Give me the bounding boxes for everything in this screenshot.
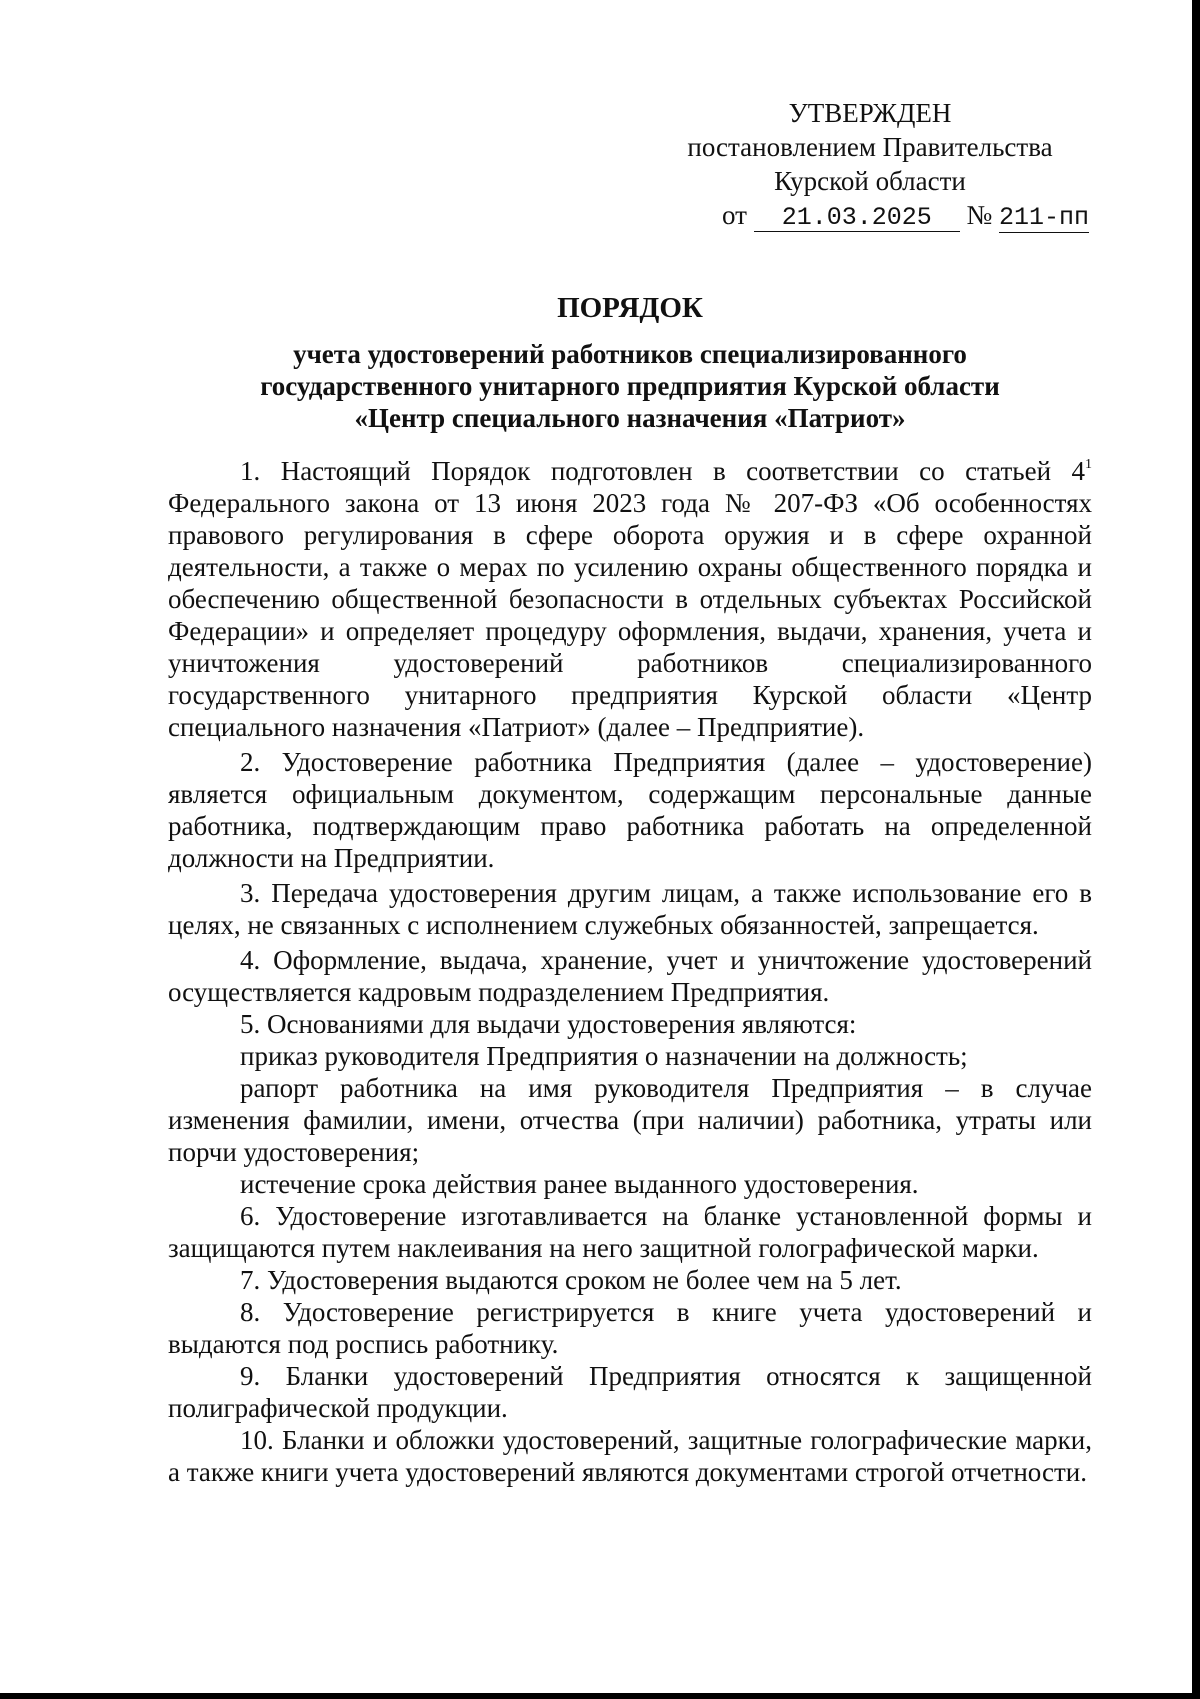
- approval-authority: постановлением Правительства: [687, 132, 1053, 162]
- paragraph-5-item-b: рапорт работника на имя руководителя Предприятия – в случае изменения фамилии, имени, отчества (при наличии) работника, утраты или порчи удостоверения;: [168, 1073, 1092, 1167]
- document-subtitle-line-2: государственного унитарного предприятия Курской области: [260, 371, 1000, 401]
- paragraph-8: 8. Удостоверение регистрируется в книге учета удостоверений и выдаются под роспись работнику.: [168, 1297, 1092, 1359]
- approval-date-line: [640, 198, 1100, 232]
- paragraph-3: 3. Передача удостоверения другим лицам, а также использование его в целях, не связанных с исполнением служебных обязанностей, запрещается.: [168, 878, 1092, 940]
- approval-region: Курской области: [774, 166, 966, 196]
- paragraph-1-start: 1. Настоящий Порядок подготовлен в соответствии со статьей 4: [240, 456, 1085, 486]
- approval-stamp-block: [640, 96, 1100, 232]
- paragraph-5: 5. Основаниями для выдачи удостоверения являются:: [240, 1009, 857, 1039]
- document-subtitle-line-1: учета удостоверений работников специализированного: [293, 339, 967, 369]
- approval-number: 211-пп: [998, 203, 1089, 232]
- document-subtitle-line-3: «Центр специального назначения «Патриот»: [354, 403, 906, 433]
- paragraph-1-rest: Федерального закона от 13 июня 2023 года № 207-ФЗ «Об особенностях правового регулирования в сфере оборота оружия и в сфере охранной деятельности, а также о мерах по усилению охраны общественного порядка и обеспечению общественной безопасности в отдельных субъектах Российской Федерации» и определяет процедуру оформления, выдачи, хранения, учета и уничтожения удостоверений работников специализированного государственного унитарного предприятия Курской области «Центр специального назначения «Патриот» (далее – Предприятие).: [168, 488, 1092, 742]
- scan-edge-right: [1192, 0, 1200, 1699]
- paragraph-5-item-c: истечение срока действия ранее выданного удостоверения.: [240, 1169, 919, 1199]
- article-superscript: 1: [1085, 457, 1092, 472]
- document-title: ПОРЯДОК: [557, 292, 703, 324]
- scan-edge-bottom: [0, 1693, 1200, 1699]
- approval-date: 21.03.2025: [754, 205, 960, 232]
- approval-heading: УТВЕРЖДЕН: [788, 98, 952, 128]
- paragraph-2: 2. Удостоверение работника Предприятия (далее – удостоверение) является официальным документом, содержащим персональные данные работника, подтверждающим право работника работать на определенной должности на Предприятии.: [168, 747, 1092, 873]
- document-body: [168, 455, 1092, 1488]
- date-prefix: от: [722, 200, 747, 230]
- paragraph-6: 6. Удостоверение изготавливается на бланке установленной формы и защищаются путем наклеивания на него защитной голографической марки.: [168, 1201, 1092, 1263]
- paragraph-4: 4. Оформление, выдача, хранение, учет и уничтожение удостоверений осуществляется кадровым подразделением Предприятия.: [168, 945, 1092, 1007]
- paragraph-10: 10. Бланки и обложки удостоверений, защитные голографические марки, а также книги учета удостоверений являются документами строгой отчетности.: [168, 1425, 1092, 1487]
- document-title-block: [170, 290, 1090, 434]
- number-prefix: №: [966, 200, 993, 230]
- paragraph-7: 7. Удостоверения выдаются сроком не более чем на 5 лет.: [240, 1265, 902, 1295]
- paragraph-9: 9. Бланки удостоверений Предприятия относятся к защищенной полиграфической продукции.: [168, 1361, 1092, 1423]
- paragraph-1: [168, 455, 1092, 743]
- paragraph-5-item-a: приказ руководителя Предприятия о назначении на должность;: [240, 1041, 968, 1071]
